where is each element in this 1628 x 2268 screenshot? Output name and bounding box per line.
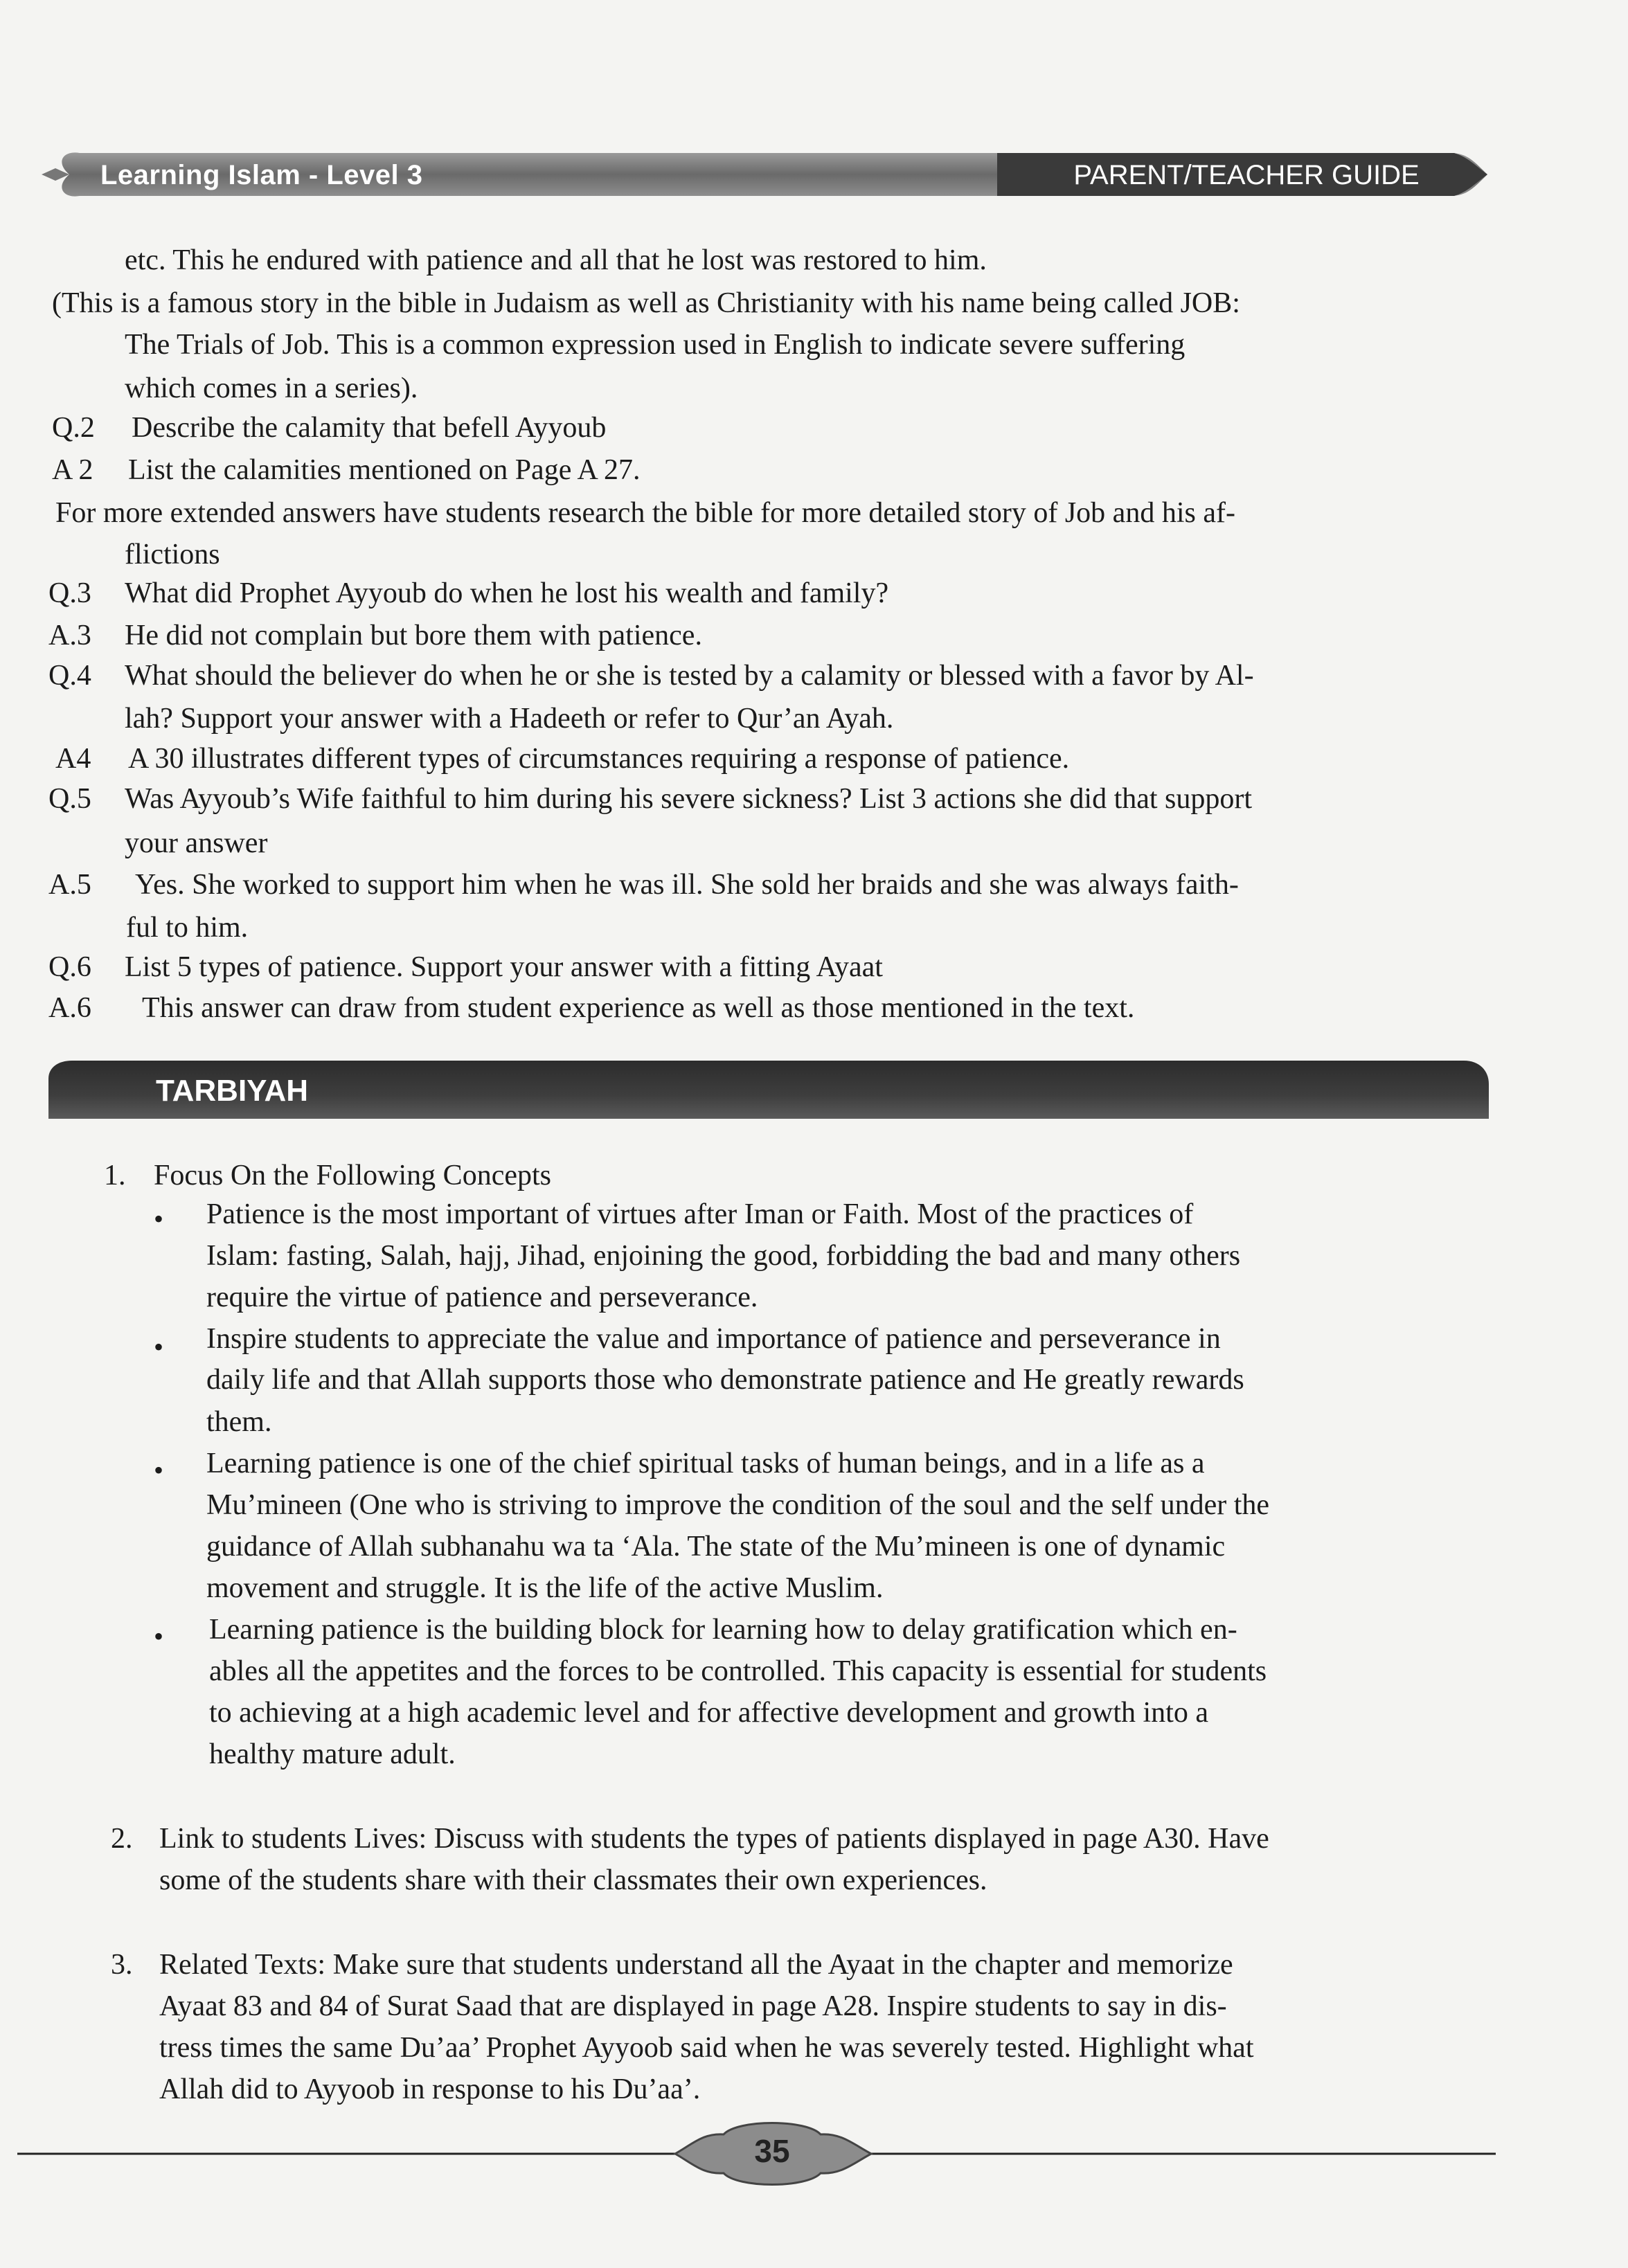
text-line: For more extended answers have students research the bible for more detailed story of Job and his af- <box>55 497 1235 529</box>
text-line: them. <box>206 1406 272 1438</box>
text-line: etc. This he endured with patience and all that he lost was restored to him. <box>125 244 987 276</box>
bullet-icon: • <box>154 1621 164 1652</box>
answer-label: A.5 <box>48 869 91 901</box>
header-right-title: PARENT/TEACHER GUIDE <box>1073 160 1420 190</box>
text-line: Ayaat 83 and 84 of Surat Saad that are displayed in page A28. Inspire students to say in dis- <box>159 1990 1227 2022</box>
item-number: 3. <box>111 1949 133 1981</box>
text-line: Learning patience is the building block for learning how to delay gratification which en- <box>209 1614 1237 1646</box>
footer-ornament-shape <box>0 2115 1628 2191</box>
text-line: Yes. She worked to support him when he was ill. She sold her braids and she was always faith- <box>135 869 1239 901</box>
answer-label: A 2 <box>52 454 93 486</box>
text-line: Was Ayyoub’s Wife faithful to him during his severe sickness? List 3 actions she did that support <box>125 783 1253 815</box>
text-line: List 5 types of patience. Support your answer with a fitting Ayaat <box>125 951 883 983</box>
answer-label: A.3 <box>48 620 91 651</box>
text-line: flictions <box>125 539 220 570</box>
question-label: Q.6 <box>48 951 91 983</box>
question-label: Q.4 <box>48 660 91 692</box>
text-line: Related Texts: Make sure that students understand all the Ayaat in the chapter and memorize <box>159 1949 1233 1981</box>
text-line: Describe the calamity that befell Ayyoub <box>132 412 607 444</box>
bullet-icon: • <box>154 1331 164 1362</box>
text-line: ful to him. <box>126 912 249 944</box>
footer <box>0 2115 1628 2191</box>
bullet-icon: • <box>154 1203 164 1234</box>
text-line: A 30 illustrates different types of circumstances requiring a response of patience. <box>128 743 1070 775</box>
text-line: guidance of Allah subhanahu wa ta ‘Ala. The state of the Mu’mineen is one of dynamic <box>206 1531 1226 1563</box>
answer-label: A.6 <box>48 992 91 1024</box>
text-line: your answer <box>125 827 268 859</box>
text-line: The Trials of Job. This is a common expression used in English to indicate severe suffering <box>125 329 1186 361</box>
tarbiyah-title: TARBIYAH <box>156 1074 309 1108</box>
text-line: tress times the same Du’aa’ Prophet Ayyoob said when he was severely tested. Highlight what <box>159 2032 1254 2064</box>
text-line: Inspire students to appreciate the value and importance of patience and perseverance in <box>206 1323 1221 1355</box>
answer-label: A4 <box>55 743 91 775</box>
tarbiyah-banner <box>48 1058 1489 1120</box>
question-label: Q.3 <box>48 577 91 609</box>
item-heading: Focus On the Following Concepts <box>154 1160 551 1191</box>
page-number: 35 <box>754 2133 790 2169</box>
item-number: 1. <box>104 1160 126 1191</box>
text-line: to achieving at a high academic level and for affective development and growth into a <box>209 1697 1208 1729</box>
text-line: What did Prophet Ayyoub do when he lost his wealth and family? <box>125 577 889 609</box>
text-line: ables all the appetites and the forces to be controlled. This capacity is essential for students <box>209 1655 1267 1687</box>
text-line: Patience is the most important of virtues after Iman or Faith. Most of the practices of <box>206 1198 1194 1230</box>
text-line: He did not complain but bore them with patience. <box>125 620 702 651</box>
text-line: Link to students Lives: Discuss with students the types of patients displayed in page A30. Have <box>159 1823 1269 1855</box>
item-number: 2. <box>111 1823 133 1855</box>
text-line: lah? Support your answer with a Hadeeth or refer to Qur’an Ayah. <box>125 703 894 735</box>
text-line: require the virtue of patience and perseverance. <box>206 1281 758 1313</box>
question-label: Q.2 <box>52 412 95 444</box>
text-line: movement and struggle. It is the life of the active Muslim. <box>206 1572 884 1604</box>
text-line: healthy mature adult. <box>209 1738 456 1770</box>
text-line: This answer can draw from student experience as well as those mentioned in the text. <box>142 992 1135 1024</box>
text-line: some of the students share with their classmates their own experiences. <box>159 1864 987 1896</box>
text-line: List the calamities mentioned on Page A 27. <box>128 454 641 486</box>
text-line: which comes in a series). <box>125 372 418 404</box>
text-line: Learning patience is one of the chief spiritual tasks of human beings, and in a life as a <box>206 1448 1205 1479</box>
question-label: Q.5 <box>48 783 91 815</box>
header-banner <box>42 142 1489 208</box>
text-line: What should the believer do when he or she is tested by a calamity or blessed with a favor by Al- <box>125 660 1254 692</box>
text-line: Allah did to Ayyoob in response to his Du’aa’. <box>159 2073 701 2105</box>
text-line: Mu’mineen (One who is striving to improve the condition of the soul and the self under the <box>206 1489 1270 1521</box>
bullet-icon: • <box>154 1455 164 1486</box>
text-line: Islam: fasting, Salah, hajj, Jihad, enjoining the good, forbidding the bad and many others <box>206 1240 1241 1272</box>
text-line: daily life and that Allah supports those who demonstrate patience and He greatly rewards <box>206 1364 1244 1396</box>
header-left-title: Learning Islam - Level 3 <box>100 160 423 190</box>
text-line: (This is a famous story in the bible in Judaism as well as Christianity with his name being called JOB: <box>52 287 1240 319</box>
